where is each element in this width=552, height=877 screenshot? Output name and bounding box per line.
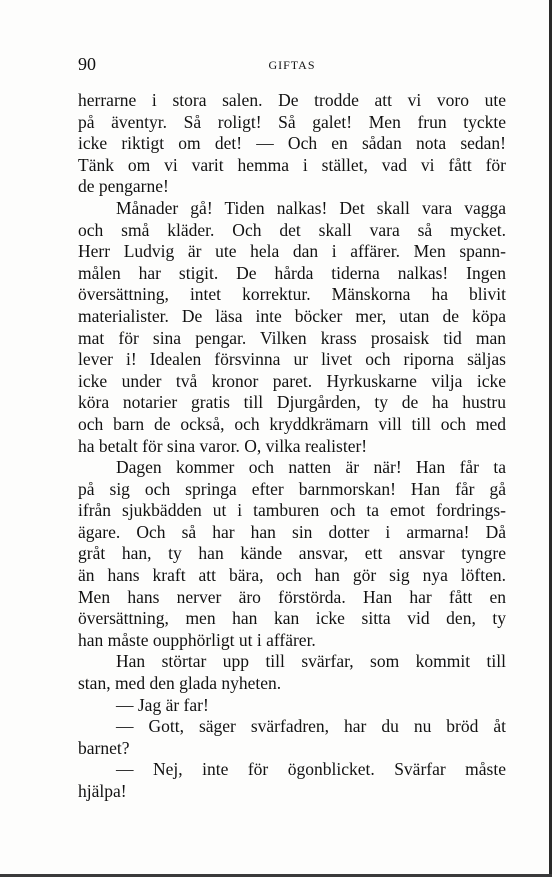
text-line: än hans kraft att bära, och han gör sig nya löften. (78, 565, 506, 586)
text-line: — Nej, inte för ögonblicket. Svärfar måste (116, 759, 506, 780)
text-line: han måste oupphörligt ut i affärer. (78, 629, 316, 650)
paragraph (78, 457, 506, 651)
text-line: Månader gå! Tiden nalkas! Det skall vara vagga (116, 197, 506, 218)
paragraph (78, 716, 506, 759)
text-line: — Jag är far! (116, 694, 209, 715)
text-line: lever i! Idealen försvinna ur livet och riporna säljas (78, 349, 506, 370)
text-line: på sig och springa efter barnmorskan! Han får gå (78, 478, 506, 499)
text-line: Dagen kommer och natten är när! Han får ta (116, 457, 506, 478)
text-line: icke riktigt om det! — Och en sådan nota sedan! (78, 133, 506, 154)
text-line: herrarne i stora salen. De trodde att vi voro ute (78, 90, 506, 110)
page-header (78, 54, 506, 78)
text-line: mat för sina pengar. Vilken krass prosaisk tid man (78, 327, 506, 348)
text-line: översättning, intet korrektur. Mänskorna ha blivit (78, 284, 506, 305)
text-line: Han störtar upp till svärfar, som kommit till (116, 651, 506, 672)
paragraph (78, 90, 506, 198)
paragraph (78, 651, 506, 694)
text-line: gråt han, ty han kände ansvar, ett ansvar tyngre (78, 543, 506, 564)
body-text (78, 90, 506, 803)
paragraph (78, 759, 506, 802)
text-line: Men hans nerver äro förstörda. Han har fått en (78, 586, 506, 607)
text-line: Tänk om vi varit hemma i stället, vad vi fått för (78, 154, 506, 175)
text-line: ha betalt för sina varor. O, vilka realister! (78, 435, 368, 456)
text-line: översättning, men han kan icke sitta vid den, ty (78, 608, 506, 629)
text-line: och små kläder. Och det skall vara så mycket. (78, 219, 506, 240)
text-line: ägare. Och så har han sin dotter i armarna! Då (78, 521, 506, 542)
text-line: köra notarier gratis till Djurgården, ty de ha hustru (78, 392, 506, 413)
text-line: ifrån sjukbädden ut i tamburen och ta emot fordrings- (78, 500, 506, 521)
text-line: icke under två kronor paret. Hyrkuskarne vilja icke (78, 370, 506, 391)
text-line: på äventyr. Så roligt! Så galet! Men frun tyckte (78, 111, 506, 132)
text-line: de pengarne! (78, 176, 169, 197)
text-line: — Gott, säger svärfadren, har du nu bröd åt (116, 716, 506, 737)
running-head: GIFTAS (268, 58, 316, 72)
text-line: Herr Ludvig är ute hela dan i affärer. Men spann- (78, 241, 506, 262)
page-number: 90 (78, 54, 96, 74)
paragraph (78, 198, 506, 457)
text-line: stan, med den glada nyheten. (78, 673, 282, 694)
text-line: materialister. De läsa inte böcker mer, utan de köpa (78, 305, 506, 326)
paragraph (78, 695, 506, 717)
text-line: och barn de också, och kryddkrämarn vill till och med (78, 413, 506, 434)
text-line: hjälpa! (78, 781, 127, 801)
text-line: barnet? (78, 737, 130, 758)
text-line: målen har stigit. De hårda tiderna nalkas! Ingen (78, 262, 506, 283)
